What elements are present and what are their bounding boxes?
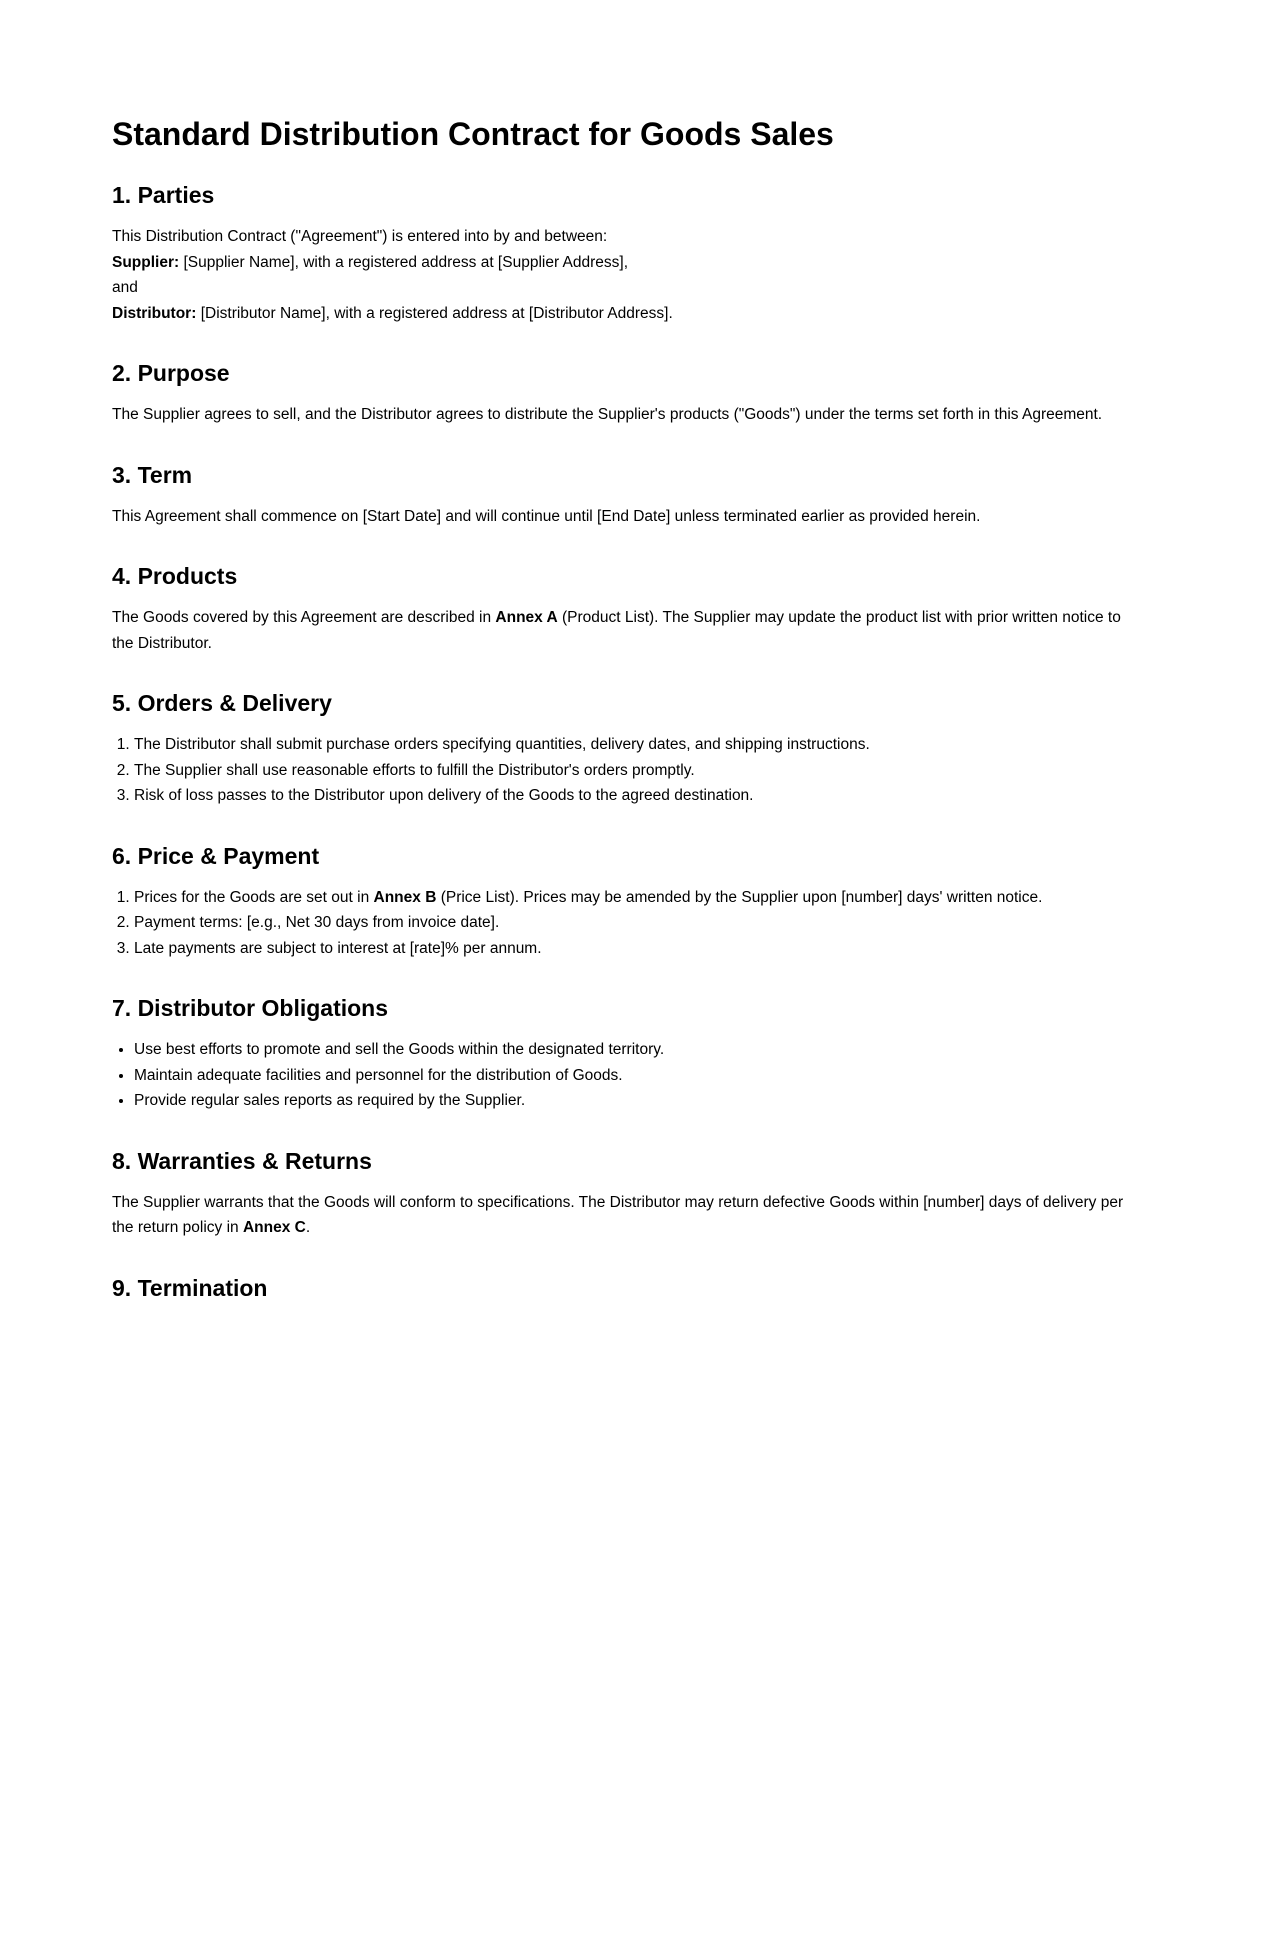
section-purpose: [112, 358, 1140, 428]
list-item: 3. Late payments are subject to interest at [rate]% per annum.: [134, 936, 1140, 962]
section-heading: 5. Orders & Delivery: [112, 690, 332, 716]
section-distributor-obligations: [112, 993, 1140, 1114]
payment-list: [112, 885, 1140, 962]
price-text-after: (Price List). Prices may be amended by the Supplier upon [number] days' written notice.: [436, 888, 1043, 906]
warranties-text: [112, 1190, 1140, 1241]
section-heading: 2. Purpose: [112, 360, 230, 386]
section-parties: [112, 180, 1140, 326]
list-item: 2. Payment terms: [e.g., Net 30 days from invoice date].: [134, 910, 1140, 936]
section-heading: 7. Distributor Obligations: [112, 995, 389, 1021]
section-heading: 6. Price & Payment: [112, 842, 320, 869]
annex-b-reference: Annex B: [373, 888, 437, 906]
section-heading: 4. Products: [112, 563, 238, 589]
list-item: • Maintain adequate facilities and personnel for the distribution of Goods.: [134, 1063, 1140, 1089]
supplier-line: [112, 250, 1140, 276]
supplier-details: [Supplier Name], with a registered address at [Supplier Address],: [179, 253, 629, 271]
list-item: • Use best efforts to promote and sell the Goods within the designated territory.: [134, 1037, 1140, 1063]
orders-list: [112, 732, 1140, 809]
distributor-details: [Distributor Name], with a registered address at [Distributor Address].: [196, 304, 673, 322]
products-text: [112, 605, 1140, 656]
term-text: This Agreement shall commence on [Start Date] and will continue until [End Date] unless terminated earlier as provided herein.: [112, 507, 981, 525]
list-item: 3. Risk of loss passes to the Distributor upon delivery of the Goods to the agreed destination.: [134, 783, 1140, 809]
list-item: 2. The Supplier shall use reasonable efforts to fulfill the Distributor's orders promptly.: [134, 758, 1140, 784]
conjunction: and: [112, 279, 138, 296]
price-text-before: Prices for the Goods are set out in: [134, 888, 374, 906]
section-orders-delivery: [112, 688, 1140, 809]
section-price-payment: [112, 841, 1140, 962]
warranties-text-after: .: [305, 1219, 311, 1236]
list-item: 1. The Distributor shall submit purchase orders specifying quantities, delivery dates, and shipping instructions.: [134, 732, 1140, 758]
section-heading: 8. Warranties & Returns: [112, 1147, 372, 1174]
section-termination: [112, 1273, 1140, 1303]
annex-c-reference: Annex C: [242, 1219, 306, 1236]
obligations-list: [112, 1037, 1140, 1114]
list-item: [134, 885, 1140, 911]
purpose-text: The Supplier agrees to sell, and the Distributor agrees to distribute the Supplier's products ("Goods") under the terms set forth in this Agreement.: [112, 406, 1103, 423]
section-heading: 1. Parties: [112, 182, 215, 208]
supplier-label: Supplier:: [112, 253, 180, 271]
section-products: [112, 561, 1140, 656]
annex-a-reference: Annex A: [495, 609, 558, 626]
document-title: Standard Distribution Contract for Goods Sales: [112, 116, 834, 152]
warranties-text-before: The Supplier warrants that the Goods will conform to specifications. The Distributor may return defective Goods within [number] days of delivery per the return policy in: [112, 1193, 1124, 1236]
list-item: • Provide regular sales reports as required by the Supplier.: [134, 1088, 1140, 1114]
section-term: [112, 460, 1140, 530]
distributor-label: Distributor:: [112, 304, 197, 322]
section-heading: 9. Termination: [112, 1274, 268, 1301]
products-text-after: (Product List). The Supplier may update the product list with prior written notice to the Distributor.: [112, 609, 1121, 652]
section-warranties-returns: [112, 1146, 1140, 1241]
section-heading: 3. Term: [112, 461, 193, 488]
distributor-line: [112, 301, 1140, 327]
products-text-before: The Goods covered by this Agreement are described in: [112, 609, 496, 626]
parties-intro: This Distribution Contract ("Agreement") is entered into by and between:: [112, 228, 608, 245]
